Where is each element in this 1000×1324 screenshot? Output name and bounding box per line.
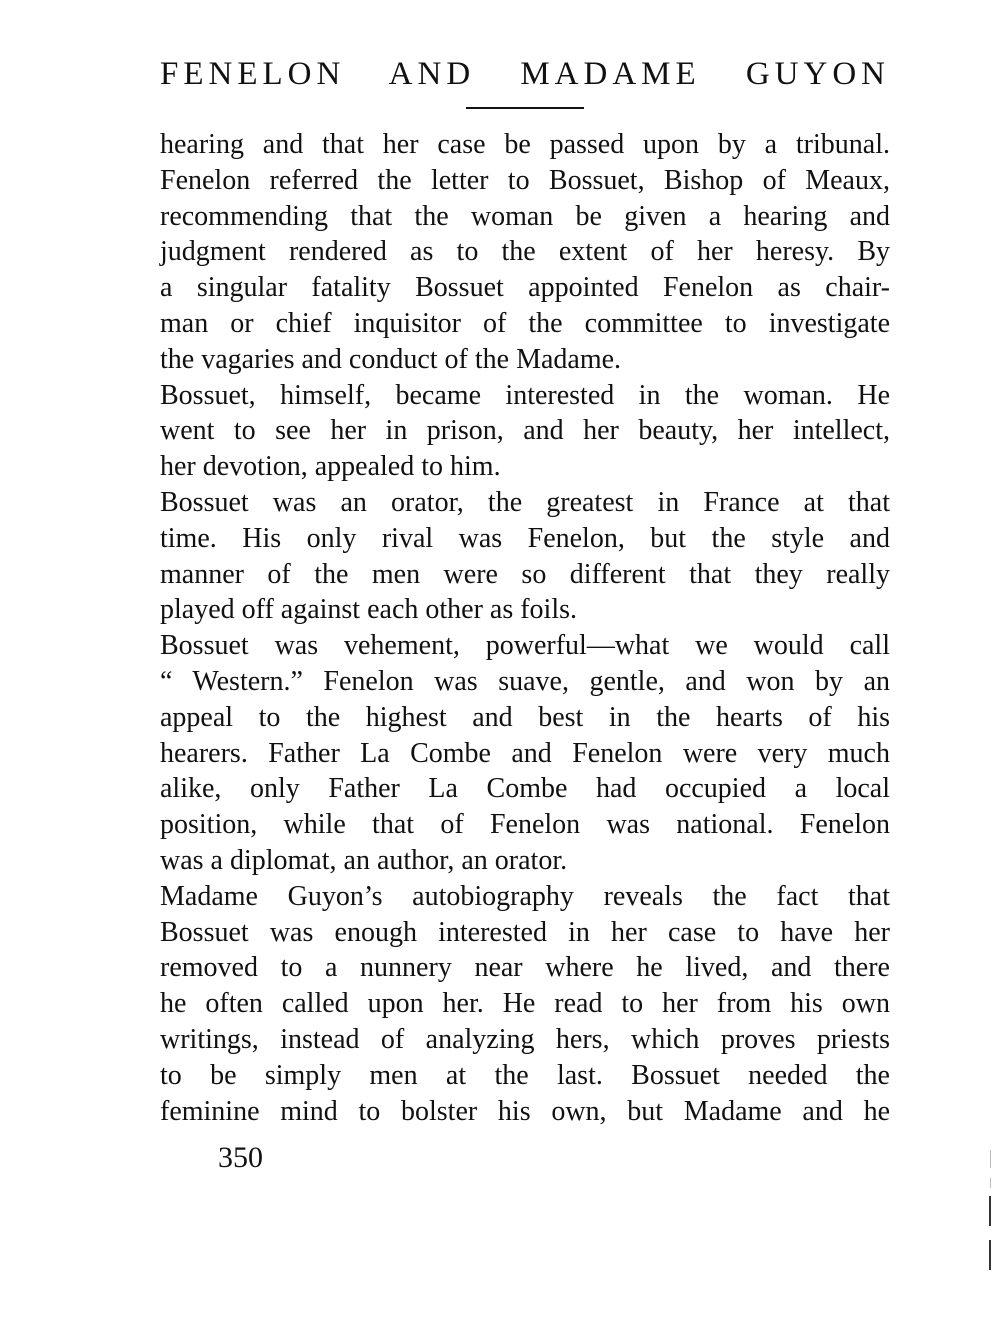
- text-line: a singular fatality Bossuet appointed Fenelon as chair-: [160, 272, 890, 304]
- text-line: alike, only Father La Combe had occupied a local: [160, 773, 890, 805]
- header-rule: [466, 107, 584, 109]
- text-line: recommending that the woman be given a hearing and: [160, 200, 890, 232]
- text-line: man or chief inquisitor of the committee to investigate: [160, 307, 890, 339]
- text-line: her devotion, appealed to him.: [160, 451, 501, 483]
- text-line: Bossuet, himself, became interested in the woman. He: [160, 379, 890, 411]
- text-line: writings, instead of analyzing hers, which proves priests: [160, 1023, 890, 1055]
- text-line: the vagaries and conduct of the Madame.: [160, 343, 622, 375]
- text-line: Fenelon referred the letter to Bossuet, Bishop of Meaux,: [160, 164, 890, 196]
- text-line: manner of the men were so different that they really: [160, 558, 890, 590]
- text-line: Madame Guyon’s autobiography reveals the fact that: [160, 880, 890, 912]
- text-line: hearers. Father La Combe and Fenelon were very much: [160, 737, 890, 769]
- text-line: judgment rendered as to the extent of her heresy. By: [160, 236, 890, 268]
- text-line: to be simply men at the last. Bossuet needed the: [160, 1059, 890, 1091]
- scan-mark: [990, 1150, 991, 1168]
- page-number: 350: [218, 1141, 263, 1174]
- scan-mark: [989, 1196, 991, 1226]
- text-line: was a diplomat, an author, an orator.: [160, 844, 568, 876]
- text-line: appeal to the highest and best in the hearts of his: [160, 701, 890, 733]
- scan-mark: [990, 1178, 991, 1188]
- text-line: Bossuet was an orator, the greatest in France at that: [160, 486, 890, 518]
- running-head: FENELON AND MADAME GUYON: [160, 56, 890, 92]
- text-line: removed to a nunnery near where he lived, and there: [160, 952, 890, 984]
- text-line: played off against each other as foils.: [160, 594, 578, 626]
- text-line: time. His only rival was Fenelon, but the style and: [160, 522, 890, 554]
- text-line: Bossuet was enough interested in her case to have her: [160, 916, 890, 948]
- text-line: position, while that of Fenelon was national. Fenelon: [160, 809, 890, 841]
- body-text: [160, 127, 890, 1129]
- text-line: Bossuet was vehement, powerful—what we would call: [160, 630, 890, 662]
- text-line: hearing and that her case be passed upon by a tribunal.: [160, 129, 890, 160]
- text-line: “ Western.” Fenelon was suave, gentle, and won by an: [160, 665, 890, 697]
- text-line: feminine mind to bolster his own, but Madame and he: [160, 1095, 890, 1127]
- text-line: went to see her in prison, and her beauty, her intellect,: [160, 415, 890, 447]
- scan-mark: [989, 1240, 991, 1270]
- text-line: he often called upon her. He read to her from his own: [160, 988, 890, 1020]
